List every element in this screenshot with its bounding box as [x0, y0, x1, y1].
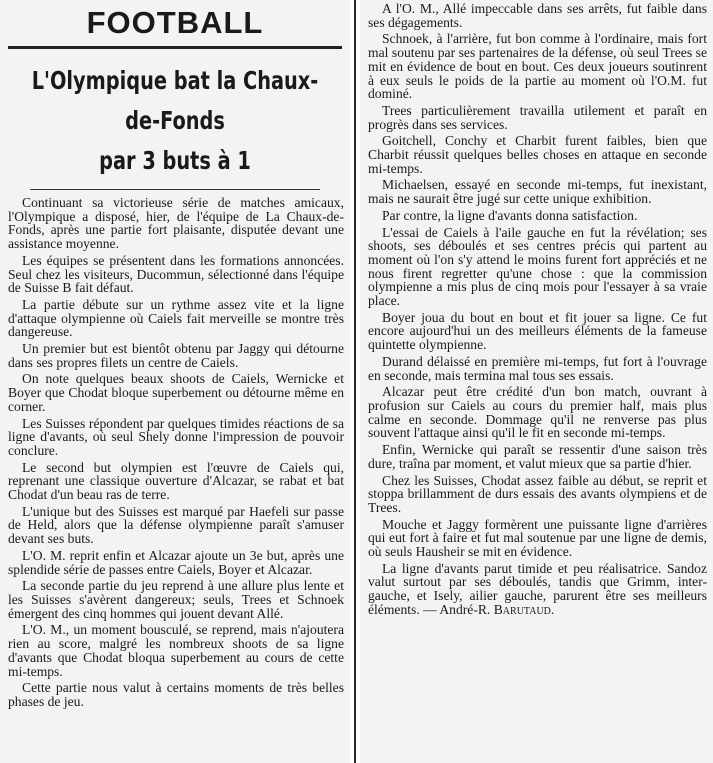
heading-divider	[8, 46, 342, 49]
paragraph: L'O. M. reprit enfin et Alcazar ajoute un 3e but, après une splendide série de passes entre Caiels, Boyer et Alcazar.	[8, 547, 344, 577]
byline-prefix: — André-R.	[419, 601, 494, 617]
paragraph: Schnoek, à l'arrière, fut bon comme à l'ordinaire, mais fort mal soutenu par ses partenaires de la défense, où seul Trees se mit en évidence de bout en bout. Ces deux joueurs soutinrent à eux seuls le poids de la partie au moment où l'O.M. fut dominé.	[368, 31, 707, 102]
paragraph: Continuant sa victorieuse série de matches amicaux, l'Olympique a disposé, hier, de l'équipe de La Chaux-de-Fonds, après une partie fort plaisante, disputée devant une assistance moyenne.	[8, 195, 344, 252]
paragraph: Mouche et Jaggy formèrent une puissante ligne d'arrières qui eut fort à faire et fut mal soutenue par une ligne de demis, où seuls Hausheir se mit en évidence.	[368, 516, 707, 560]
paragraph: On note quelques beaux shoots de Caiels, Wernicke et Boyer que Chodat bloque superbement ou détourne même en corner.	[8, 371, 344, 414]
section-heading: FOOTBALL	[86, 5, 264, 40]
paragraph: Par contre, la ligne d'avants donna satisfaction.	[382, 207, 638, 223]
article-body-right	[360, 0, 713, 617]
paragraph: La ligne d'avants parut timide et peu réalisatrice. Sandoz valut surtout par ses déboulés, tandis que Grimm, inter-gauche, et Isely, ailier gauche, parurent être ses meilleurs éléments. — André-R. Barutaud.	[368, 560, 707, 617]
paragraph: Cette partie nous valut à certains moments de très belles phases de jeu.	[8, 680, 344, 709]
paragraph: Boyer joua du bout en bout et fit jouer sa ligne. Ce fut encore aujourd'hui un des meilleurs éléments de la fameuse quintette olympienne.	[368, 309, 707, 353]
paragraph: Un premier but est bientôt obtenu par Jaggy qui détourne dans ses propres filets un centre de Caiels.	[8, 341, 344, 370]
paragraph: L'unique but des Suisses est marqué par Haefeli sur passe de Held, alors que la défense olympienne paraît s'amuser devant ses buts.	[8, 503, 344, 547]
article-title	[30, 61, 321, 181]
paragraph: Michaelsen, essayé en seconde mi-temps, fut inexistant, mais ne saurait être jugé sur cette unique exhibition.	[368, 177, 707, 207]
paragraph: L'O. M., un moment bousculé, se reprend, mais n'ajoutera rien au score, malgré les nombreux shoots de sa ligne d'avants que Chodat bloqua superbement au cours de cette mi-temps.	[8, 622, 344, 679]
article-body-left	[0, 196, 350, 709]
paragraph: La partie débute sur un rythme assez vite et la ligne d'attaque olympienne où Caiels fait merveille se montre très dangereuse.	[8, 296, 344, 340]
left-column	[0, 0, 350, 763]
paragraph: Les Suisses répondent par quelques timides réactions de sa ligne d'avants, où seul Shely donne l'impression de pouvoir conclure.	[8, 415, 344, 458]
byline-name: Barutaud.	[493, 601, 555, 617]
paragraph: Durand délaissé en première mi-temps, fut fort à l'ouvrage en seconde, mais termina mal tous ses essais.	[368, 353, 707, 383]
title-line-1: L'Olympique bat la Chaux-de-Fonds	[31, 66, 319, 135]
paragraph: Enfin, Wernicke qui paraît se ressentir d'une saison très dure, traîna par moment, et valut mieux que sa partie d'hier.	[368, 442, 707, 471]
paragraph: Les équipes se présentent dans les formations annoncées. Seul chez les visiteurs, Ducommun, sélectionné dans l'équipe de Suisse B fait défaut.	[8, 252, 344, 296]
paragraph: A l'O. M., Allé impeccable dans ses arrêts, fut faible dans ses dégagements.	[368, 1, 707, 30]
right-column	[360, 0, 713, 763]
paragraph: Le second but olympien est l'œuvre de Caiels qui, reprenant une classique ouverture d'Alcazar, se rabat et bat Chodat d'un beau ras de terre.	[8, 459, 344, 503]
paragraph: Trees particulièrement travailla utilement et paraît en progrès dans ses services.	[368, 102, 707, 132]
column-rule	[354, 0, 356, 763]
paragraph: Chez les Suisses, Chodat assez faible au début, se reprit et stoppa brillamment de durs essais des avants olympiens et de Trees.	[368, 472, 707, 515]
paragraph: Alcazar peut être crédité d'un bon match, ouvrant à profusion sur Caiels au cours du premier half, mais plus calme en seconde. Dommage qu'il ne renverse pas plus souvent l'attaque ainsi qu'il le fit en seconde mi-temps.	[368, 384, 707, 441]
title-line-2: par 3 buts à 1	[99, 146, 251, 175]
paragraph: L'essai de Caiels à l'aile gauche en fut la révélation; ses shoots, ses déboulés et ses centres précis qui partent au moment où l'on s'y attend le moins furent fort appréciés et ne nous firent regretter qu'une chose : que la commission olympienne a mis plus de cinq mois pour l'essayer à sa vraie place.	[368, 224, 707, 309]
paragraph: Goitchell, Conchy et Charbit furent faibles, bien que Charbit réussit quelques belles choses en attaque en seconde mi-temps.	[368, 133, 707, 176]
paragraph: La seconde partie du jeu reprend à une allure plus lente et les Suisses s'avèrent dangereux; seuls, Trees et Schnoek émergent des cinq hommes qui jouent devant Allé.	[8, 578, 344, 621]
title-divider	[30, 189, 320, 190]
